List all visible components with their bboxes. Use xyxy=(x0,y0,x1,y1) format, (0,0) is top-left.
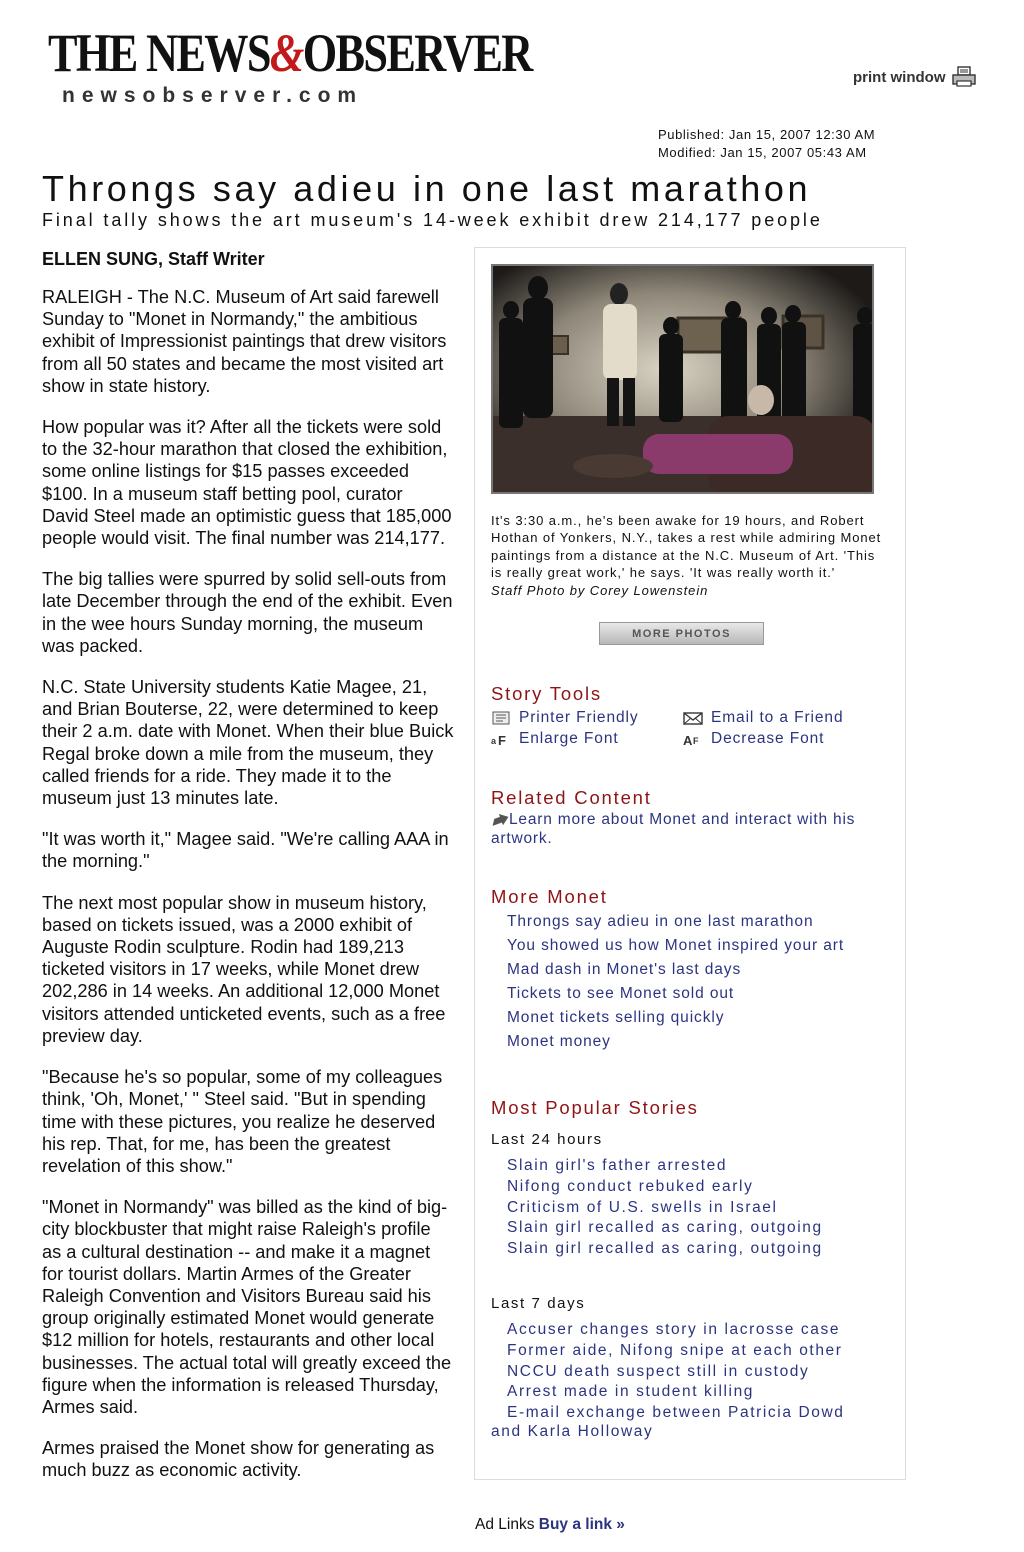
story-tools-heading: Story Tools xyxy=(491,683,602,704)
article-paragraph: The big tallies were spurred by solid sell-outs from late December through the end of the exhibit. Even in the wee hours Sunday morning, the museum was packed. xyxy=(42,569,453,656)
more-monet-link[interactable]: You showed us how Monet inspired your art xyxy=(507,937,845,954)
popular-story-link[interactable]: Slain girl's father arrested xyxy=(507,1157,728,1174)
printer-friendly-label: Printer Friendly xyxy=(519,709,639,726)
last-7-days-list xyxy=(507,1320,843,1403)
enlarge-font-link[interactable] xyxy=(491,730,619,748)
caption-text: It's 3:30 a.m., he's been awake for 19 hours, and Robert Hothan of Yonkers, N.Y., takes a rest while admiring Monet paintings from a distance at the N.C. Museum of Art. 'This is really great work,' he says. 'It was really worth it.' xyxy=(491,513,882,581)
svg-text:F: F xyxy=(498,733,507,746)
decrease-font-link[interactable] xyxy=(683,730,824,748)
article-paragraph: "Because he's so popular, some of my colleagues think, 'Oh, Monet,' " Steel said. "But in spending time with these pictures, you realize he deserved his rep. That, for me, has been the greatest revelation of this show." xyxy=(42,1067,443,1176)
article-paragraph: RALEIGH - The N.C. Museum of Art said farewell Sunday to "Monet in Normandy," the ambitious exhibit of Impressionist paintings that drew visitors from all 50 states and became the most visited art show in state history. xyxy=(42,287,447,396)
print-window-button[interactable] xyxy=(853,66,977,88)
related-content-text: Learn more about Monet and interact with his artwork. xyxy=(491,811,856,847)
article-photo[interactable] xyxy=(491,264,874,494)
more-monet-heading: More Monet xyxy=(491,886,608,907)
more-photos-button[interactable]: MORE PHOTOS xyxy=(599,622,764,645)
last-24-hours-label: Last 24 hours xyxy=(491,1131,603,1148)
masthead-title: THE NEWS&OBSERVER xyxy=(48,23,532,83)
email-friend-label: Email to a Friend xyxy=(711,709,844,726)
popular-story-link[interactable]: Criticism of U.S. swells in Israel xyxy=(507,1198,778,1216)
svg-text:F: F xyxy=(693,736,700,746)
ad-links xyxy=(475,1516,625,1534)
popular-story-link[interactable] xyxy=(491,1403,891,1441)
byline: ELLEN SUNG, Staff Writer xyxy=(42,249,265,269)
print-window-label: print window xyxy=(853,68,946,86)
envelope-icon xyxy=(683,711,703,725)
more-monet-link[interactable]: Mad dash in Monet's last days xyxy=(507,961,742,978)
printer-icon xyxy=(951,66,977,88)
popular-story-link[interactable]: Arrest made in student killing xyxy=(507,1383,755,1401)
last-24-hours-list xyxy=(507,1156,823,1260)
popular-story-link[interactable]: Slain girl recalled as caring, outgoing xyxy=(507,1240,823,1258)
modified-date: Modified: Jan 15, 2007 05:43 AM xyxy=(658,145,867,160)
popular-story-link[interactable]: NCCU death suspect still in custody xyxy=(507,1362,810,1380)
article-paragraph: Armes praised the Monet show for generating as much buzz as economic activity. xyxy=(42,1438,435,1481)
svg-text:a: a xyxy=(491,736,497,746)
decrease-font-icon xyxy=(683,732,703,746)
publication-info xyxy=(658,126,875,162)
more-monet-link[interactable]: Monet tickets selling quickly xyxy=(507,1009,725,1026)
article-paragraph: The next most popular show in museum history, based on tickets issued, was a 2000 exhibit of Auguste Rodin sculpture. Rodin had 189,213 ticketed visitors in 17 weeks, while Monet drew 202,286 in 14 weeks. An additional 12,000 Monet visitors attended unticketed events, such as a free preview day. xyxy=(42,892,446,1046)
popular-story-link[interactable]: Accuser changes story in lacrosse case xyxy=(507,1321,841,1338)
email-friend-link[interactable] xyxy=(683,709,843,727)
ad-links-label: Ad Links xyxy=(475,1516,535,1533)
buy-a-link[interactable]: Buy a link » xyxy=(538,1516,625,1533)
most-popular-heading: Most Popular Stories xyxy=(491,1097,699,1118)
more-monet-list xyxy=(507,910,844,1054)
museum-photo-image xyxy=(493,266,874,494)
article-body xyxy=(42,286,454,1501)
subheadline: Final tally shows the art museum's 14-week exhibit drew 214,177 people xyxy=(42,210,823,230)
popular-story-line: and Karla Holloway xyxy=(491,1423,654,1440)
published-date: Published: Jan 15, 2007 12:30 AM xyxy=(658,127,876,142)
svg-text:A: A xyxy=(683,733,694,746)
masthead-url: newsobserver.com xyxy=(62,84,364,107)
arrow-icon xyxy=(491,814,509,826)
more-monet-link[interactable]: Monet money xyxy=(507,1033,611,1050)
last-7-days-label: Last 7 days xyxy=(491,1295,586,1312)
masthead-logo[interactable] xyxy=(48,23,532,108)
related-content-link[interactable] xyxy=(491,810,891,848)
printer-friendly-link[interactable] xyxy=(491,709,639,727)
popular-story-link[interactable]: Slain girl recalled as caring, outgoing xyxy=(507,1219,823,1237)
more-monet-link[interactable]: Throngs say adieu in one last marathon xyxy=(507,913,814,930)
sidebar xyxy=(474,247,906,1480)
headline: Throngs say adieu in one last marathon xyxy=(42,168,812,209)
popular-story-link[interactable]: Nifong conduct rebuked early xyxy=(507,1177,754,1195)
popular-story-link[interactable]: Former aide, Nifong snipe at each other xyxy=(507,1341,843,1359)
article-paragraph: "Monet in Normandy" was billed as the kind of big-city blockbuster that might raise Raleigh's profile as a cultural destination -- and make it a magnet for tourist dollars. Martin Armes of the Greater Raleigh Convention and Visitors Bureau said his group originally estimated Monet would generate $12 million for hotels, restaurants and other local businesses. The actual total will greatly exceed the figure when the information is released Thursday, Armes said. xyxy=(42,1197,452,1417)
photo-caption xyxy=(491,512,883,599)
article-paragraph: N.C. State University students Katie Magee, 21, and Brian Bouterse, 22, were determined to keep their 2 a.m. date with Monet. When their blue Buick Regal broke down a mile from the museum, they called friends for a ride. They made it to the museum just 13 minutes late. xyxy=(42,677,454,809)
article-paragraph: "It was worth it," Magee said. "We're calling AAA in the morning." xyxy=(42,829,449,872)
enlarge-font-label: Enlarge Font xyxy=(519,730,619,747)
enlarge-font-icon xyxy=(491,732,511,746)
printer-friendly-icon xyxy=(491,711,511,725)
decrease-font-label: Decrease Font xyxy=(711,730,825,747)
photo-credit: Staff Photo by Corey Lowenstein xyxy=(491,582,709,598)
popular-story-line: E-mail exchange between Patricia Dowd xyxy=(507,1404,845,1421)
article-paragraph: How popular was it? After all the tickets were sold to the 32-hour marathon that closed the exhibition, some online listings for $15 passes exceeded $100. In a museum staff betting pool, curator David Steel made an optimistic guess that 185,000 people would visit. The final number was 214,177. xyxy=(42,417,452,549)
more-monet-link[interactable]: Tickets to see Monet sold out xyxy=(507,985,735,1002)
related-content-heading: Related Content xyxy=(491,787,652,808)
